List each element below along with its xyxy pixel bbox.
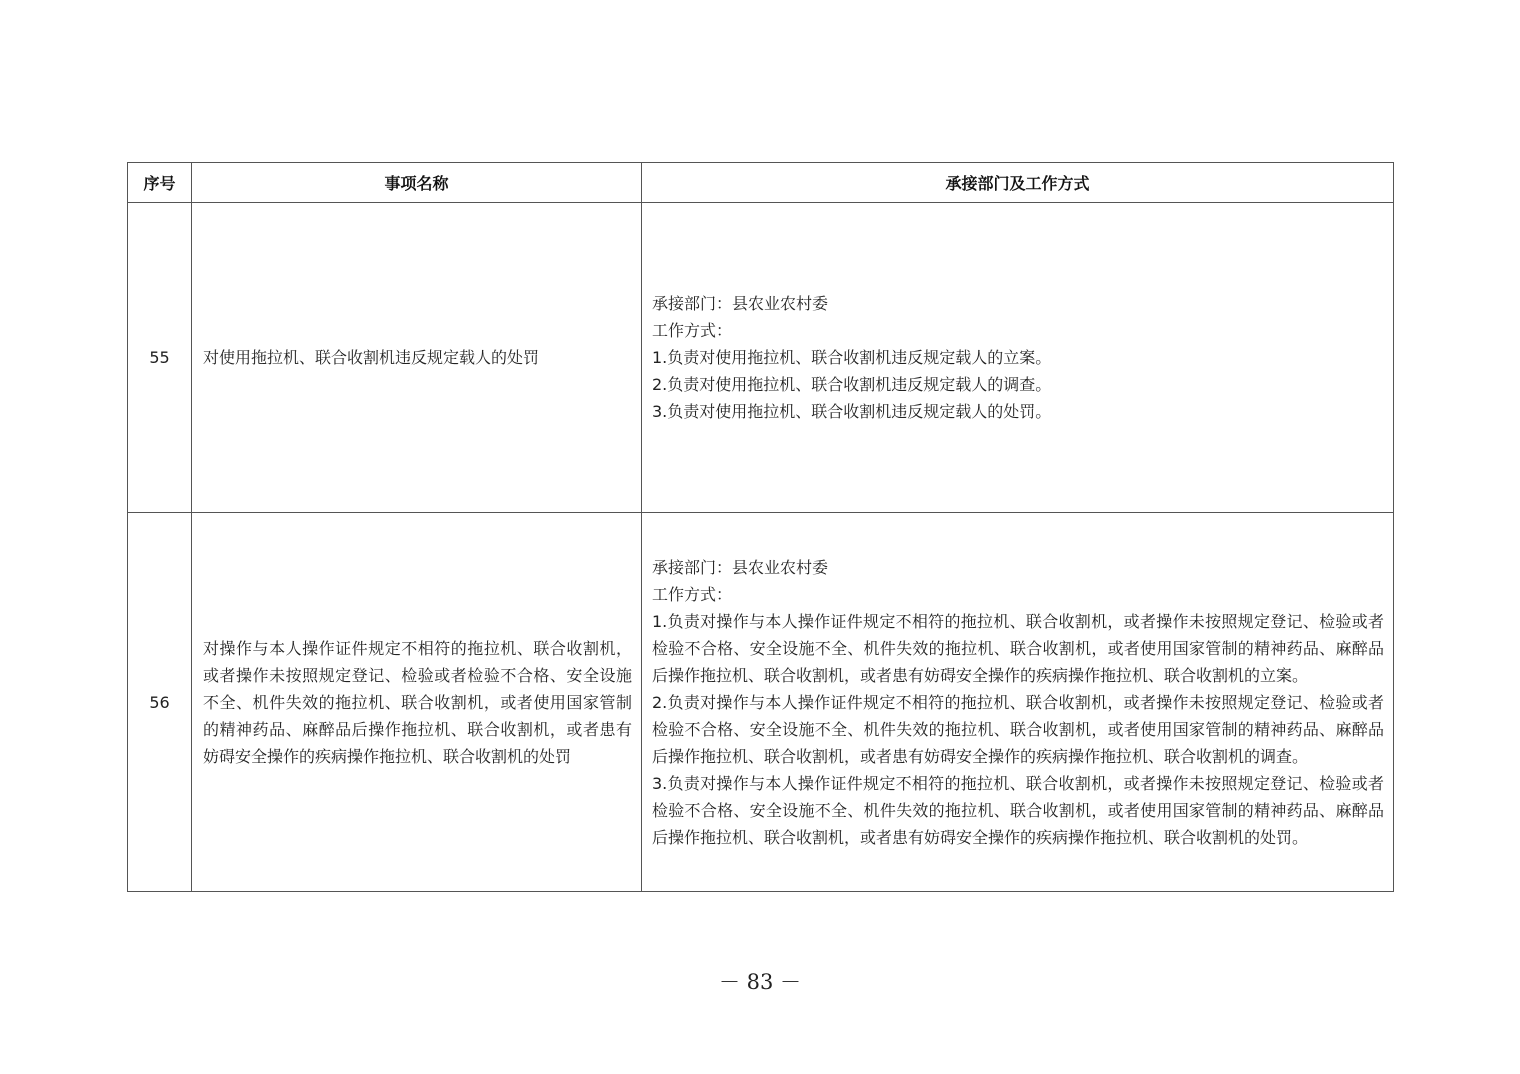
serial-number-cell: 56 <box>128 513 192 892</box>
serial-number-cell: 55 <box>128 203 192 513</box>
items-table <box>127 162 1394 892</box>
page-number: － 83 － <box>718 970 802 994</box>
method-step: 2.负责对操作与本人操作证件规定不相符的拖拉机、联合收割机，或者操作未按照规定登记、检验或者检验不合格、安全设施不全、机件失效的拖拉机、联合收割机，或者使用国家管制的精神药品、麻醉品后操作拖拉机、联合收割机，或者患有妨碍安全操作的疾病操作拖拉机、联合收割机的调查。 <box>652 692 1384 766</box>
method-step: 3.负责对使用拖拉机、联合收割机违反规定载人的处罚。 <box>652 402 1052 421</box>
department-method-cell <box>642 203 1394 513</box>
method-label: 工作方式： <box>652 584 733 604</box>
header-item-name: 事项名称 <box>192 163 642 203</box>
method-step: 2.负责对使用拖拉机、联合收割机违反规定载人的调查。 <box>652 375 1052 394</box>
table-body <box>128 203 1394 892</box>
header-department-method: 承接部门及工作方式 <box>642 163 1394 203</box>
department-label: 承接部门：县农业农村委 <box>652 294 829 313</box>
method-label: 工作方式： <box>652 321 733 340</box>
table-row <box>128 513 1394 892</box>
method-step: 1.负责对操作与本人操作证件规定不相符的拖拉机、联合收割机，或者操作未按照规定登记、检验或者检验不合格、安全设施不全、机件失效的拖拉机、联合收割机，或者使用国家管制的精神药品、麻醉品后操作拖拉机、联合收割机，或者患有妨碍安全操作的疾病操作拖拉机、联合收割机的立案。 <box>652 611 1384 685</box>
item-name-cell: 对使用拖拉机、联合收割机违反规定载人的处罚 <box>192 203 642 513</box>
department-label: 承接部门：县农业农村委 <box>652 557 829 577</box>
item-name-cell: 对操作与本人操作证件规定不相符的拖拉机、联合收割机，或者操作未按照规定登记、检验或者检验不合格、安全设施不全、机件失效的拖拉机、联合收割机，或者使用国家管制的精神药品、麻醉品后操作拖拉机、联合收割机，或者患有妨碍安全操作的疾病操作拖拉机、联合收割机的处罚 <box>192 513 642 892</box>
header-serial-number: 序号 <box>128 163 192 203</box>
table-header <box>128 163 1394 203</box>
department-method-cell <box>642 513 1394 892</box>
method-step: 3.负责对操作与本人操作证件规定不相符的拖拉机、联合收割机，或者操作未按照规定登记、检验或者检验不合格、安全设施不全、机件失效的拖拉机、联合收割机，或者使用国家管制的精神药品、麻醉品后操作拖拉机、联合收割机，或者患有妨碍安全操作的疾病操作拖拉机、联合收割机的处罚。 <box>652 773 1384 847</box>
header-row <box>128 163 1394 203</box>
method-step: 1.负责对使用拖拉机、联合收割机违反规定载人的立案。 <box>652 348 1052 367</box>
table-row <box>128 203 1394 513</box>
